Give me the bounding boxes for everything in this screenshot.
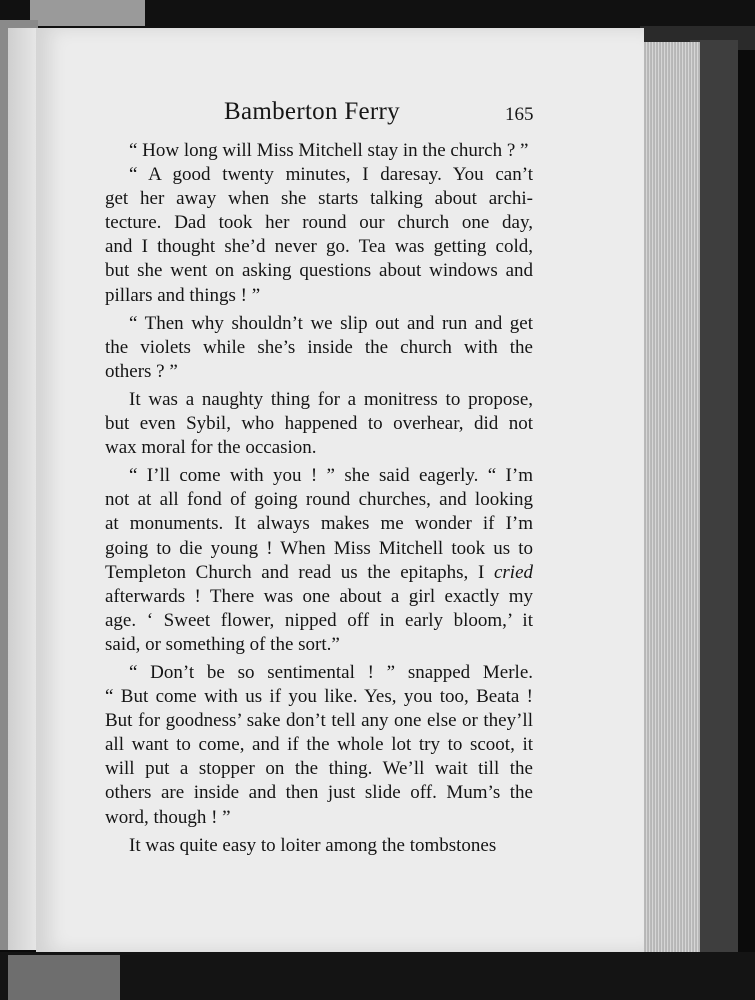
italic-word: cried [493,561,534,583]
text-line: all want to come, and if the whole lot try to scoot, it [105,734,533,756]
text-line: the violets while she’s inside the church with the [105,336,533,358]
text-line: said, or something of the sort.” [105,633,340,655]
text-line: others ? ” [105,360,178,382]
text-segment: Templeton Church and read us the epitaphs, I [105,561,485,583]
text-line: “ Then why shouldn’t we slip out and run and get [129,312,533,334]
text-line: others are inside and then just slide off. Mum’s the [105,782,533,804]
text-line: age. ‘ Sweet flower, nipped off in early bloom,’ it [105,609,533,631]
page-stack-edge [640,42,700,962]
text-line: pillars and things ! ” [105,284,261,306]
scan-top-tab [30,0,145,26]
text-line: It was a naughty thing for a monitress to propose, [129,388,533,410]
text-line: “ I’ll come with you ! ” she said eagerly. “ I’m [129,465,533,487]
text-line: at monuments. It always makes me wonder if I’m [105,513,533,535]
text-line: get her away when she starts talking about archi- [105,188,533,210]
text-line: going to die young ! When Miss Mitchell took us to [105,537,533,559]
text-line: It was quite easy to loiter among the tombstones [129,834,497,856]
text-line: “ Don’t be so sentimental ! ” snapped Merle. [129,661,533,683]
text-line: but even Sybil, who happened to overhear, did not [105,413,533,435]
text-line: not at all fond of going round churches, and looking [105,489,533,511]
text-line: But for goodness’ sake don’t tell any one else or they’ll [105,710,533,732]
text-line: word, though ! ” [105,806,231,828]
scan-bottom-tab [8,955,120,1000]
text-line: wax moral for the occasion. [105,437,317,459]
running-title: Bamberton Ferry [224,98,400,125]
page-number: 165 [505,104,534,125]
text-line: tecture. Dad took her round our church one day, [105,212,533,234]
text-line-with-italic [105,561,533,585]
text-line: “ But come with us if you like. Yes, you too, Beata ! [105,686,533,708]
text-line: afterwards ! There was one about a girl exactly my [105,585,533,607]
body-text [105,139,533,858]
book-page [36,28,644,952]
text-line: and I thought she’d never go. Tea was getting cold, [105,236,533,258]
text-line: “ How long will Miss Mitchell stay in the church ? ” [129,140,529,161]
text-line: will put a stopper on the thing. We’ll wait till the [105,758,533,780]
text-line: “ A good twenty minutes, I daresay. You can’t [129,164,533,186]
text-line: but she went on asking questions about windows and [105,260,533,282]
